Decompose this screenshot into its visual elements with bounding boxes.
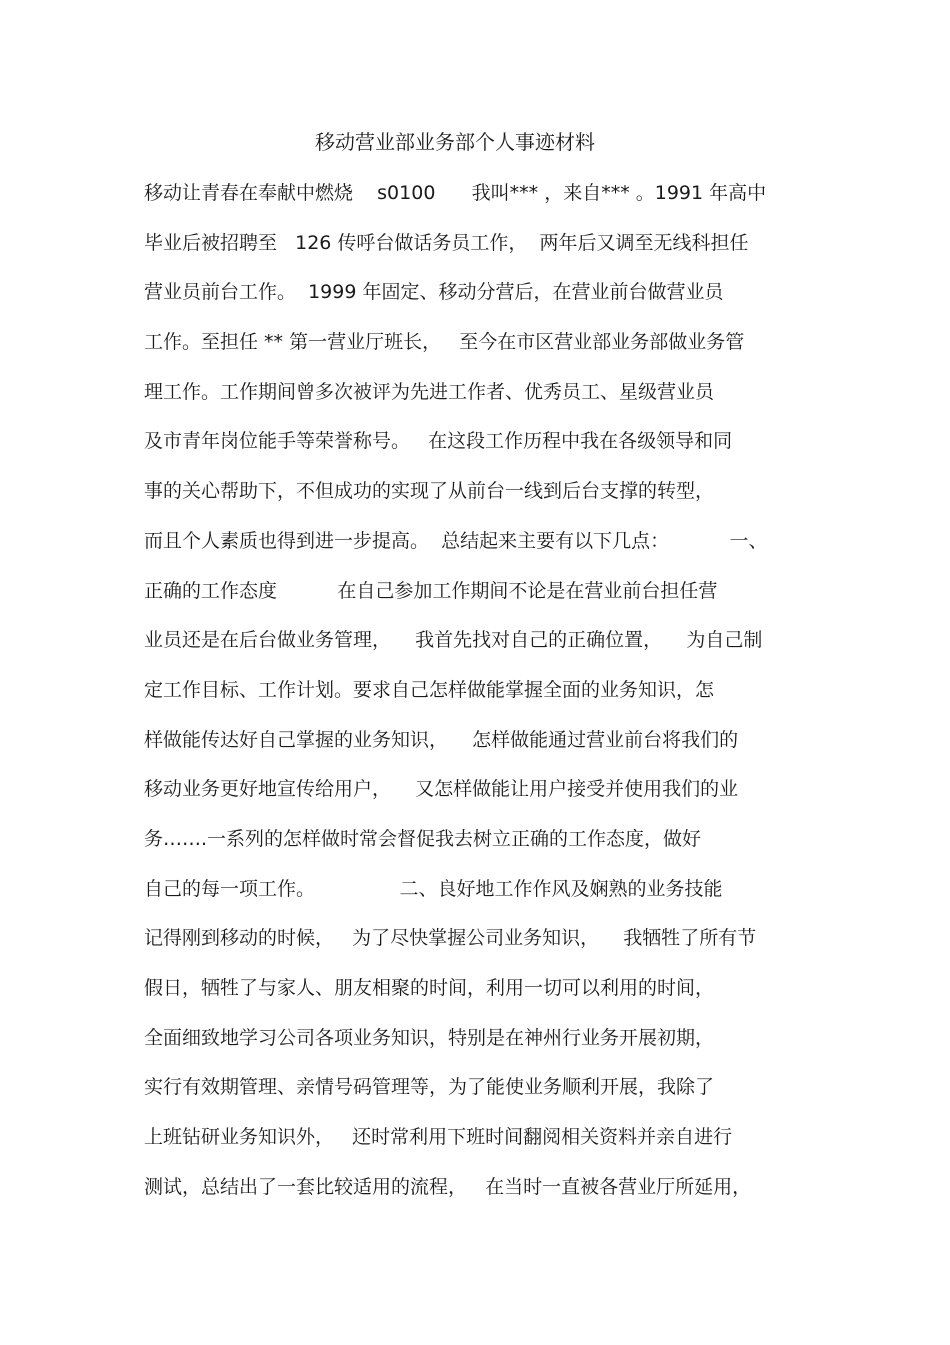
body-line: 营业员前台工作。 1999 年固定、移动分营后，在营业前台做营业员 xyxy=(144,281,724,304)
body-line: 毕业后被招聘至 126 传呼台做话务员工作， 两年后又调至无线科担任 xyxy=(144,231,749,254)
body-line: 工作。至担任 ** 第一营业厅班长， 至今在市区营业部业务部做业务管 xyxy=(144,331,745,354)
body-line: 正确的工作态度 在自己参加工作期间不论是在营业前台担任营 xyxy=(144,579,718,602)
body-line: 及市青年岗位能手等荣誉称号。 在这段工作历程中我在各级领导和同 xyxy=(144,430,733,453)
body-line: 移动让青春在奉献中燃烧 s0100 我叫*** ，来自*** 。1991 年高中 xyxy=(144,182,767,204)
body-line: 自己的每一项工作。 二、良好地工作作风及娴熟的业务技能 xyxy=(144,877,723,900)
body-line: 业员还是在后台做业务管理， 我首先找对自己的正确位置， 为自己制 xyxy=(144,629,763,652)
body-line: 测试，总结出了一套比较适用的流程， 在当时一直被各营业厅所延用， xyxy=(144,1175,752,1198)
body-line: 全面细致地学习公司各项业务知识，特别是在神州行业务开展初期， xyxy=(144,1026,715,1049)
body-line: 移动业务更好地宣传给用户， 又怎样做能让用户接受并使用我们的业 xyxy=(144,778,739,801)
body-line: 务…….一系列的怎样做时常会督促我去树立正确的工作态度，做好 xyxy=(144,827,702,850)
body-line: 而且个人素质也得到进一步提高。 总结起来主要有以下几点： 一、 xyxy=(144,529,768,552)
body-line: 记得刚到移动的时候， 为了尽快掌握公司业务知识， 我牺牲了所有节 xyxy=(144,927,757,950)
body-line: 理工作。工作期间曾多次被评为先进工作者、优秀员工、星级营业员 xyxy=(144,380,715,403)
body-line: 上班钻研业务知识外， 还时常利用下班时间翻阅相关资料并亲自进行 xyxy=(144,1126,733,1149)
document-body xyxy=(144,176,834,1219)
body-line: 实行有效期管理、亲情号码管理等，为了能使业务顺利开展，我除了 xyxy=(144,1076,715,1099)
body-line: 事的关心帮助下，不但成功的实现了从前台一线到后台支撑的转型， xyxy=(144,480,715,503)
body-line: 样做能传达好自己掌握的业务知识， 怎样做能通过营业前台将我们的 xyxy=(144,728,739,751)
body-line: 假日，牺牲了与家人、朋友相聚的时间，利用一切可以利用的时间， xyxy=(144,977,715,999)
body-line: 定工作目标、工作计划。要求自己怎样做能掌握全面的业务知识，怎 xyxy=(144,678,715,701)
document-title: 移动营业部业务部个人事迹材料 xyxy=(315,130,595,154)
